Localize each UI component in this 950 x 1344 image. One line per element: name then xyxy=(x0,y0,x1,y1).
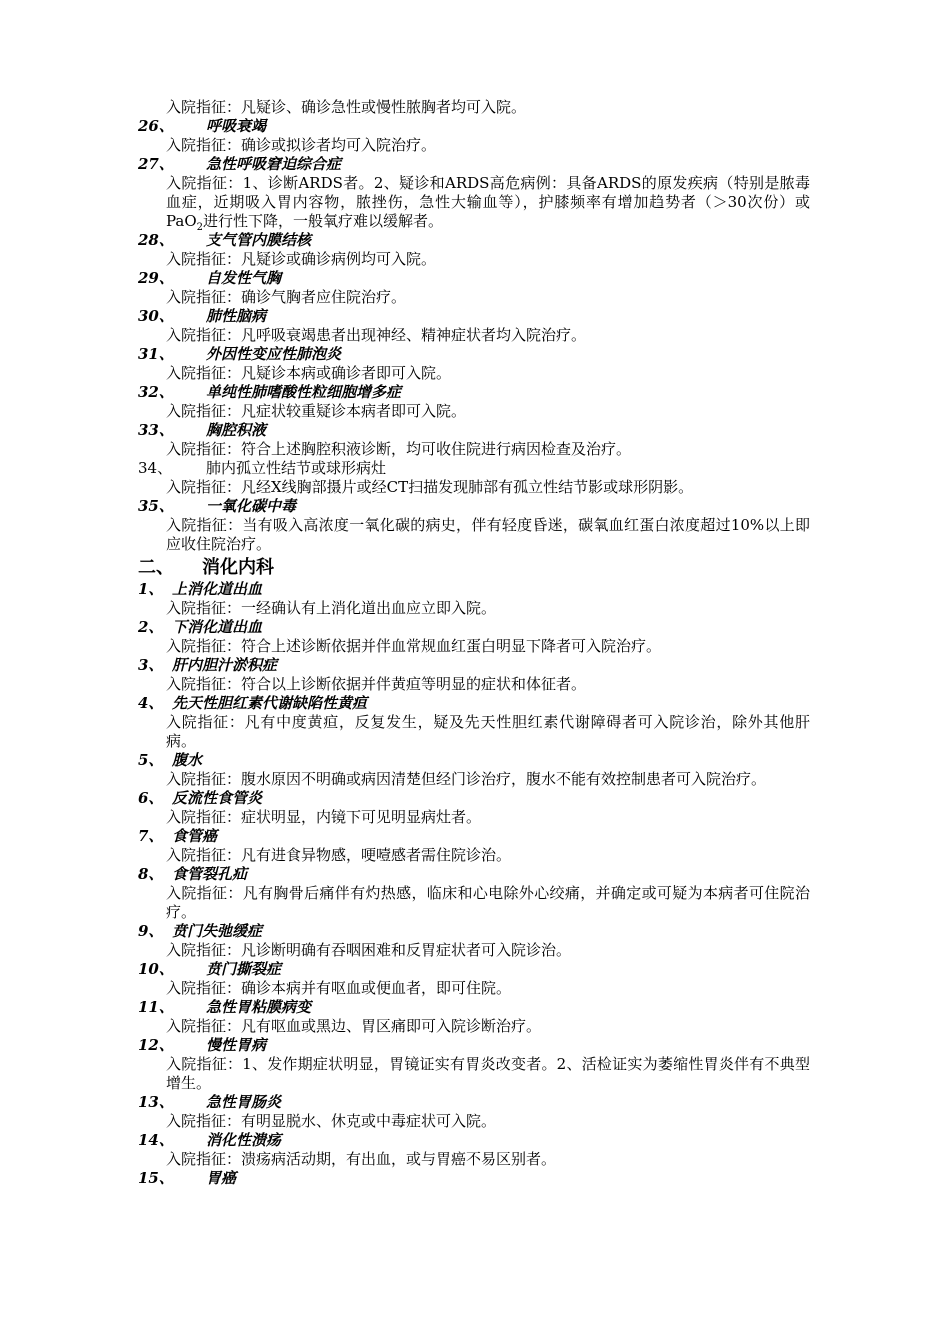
criteria-text: 入院指征：符合以上诊断依据并伴黄疸等明显的症状和体征者。 xyxy=(166,675,587,693)
item-heading xyxy=(138,459,810,478)
criteria-text: 入院指征：腹水原因不明确或病因清楚但经门诊治疗，腹水不能有效控制患者可入院治疗。 xyxy=(166,770,767,788)
subscript: 2 xyxy=(196,222,204,233)
criteria-text: 入院指征：凡经X线胸部摄片或经CT扫描发现肺部有孤立性结节影或球形阴影。 xyxy=(166,478,694,496)
criteria-text: 入院指征：有明显脱水、休克或中毒症状可入院。 xyxy=(166,1112,497,1130)
item-title: 肺内孤立性结节或球形病灶 xyxy=(206,459,387,477)
criteria-text: 入院指征：凡呼吸衰竭患者出现神经、精神症状者均入院治疗。 xyxy=(166,326,587,344)
criteria-text: 入院指征：1、发作期症状明显，胃镜证实有胃炎改变者。2、活检证实为萎缩性胃炎伴有不典型增生。 xyxy=(166,1055,810,1092)
section-heading xyxy=(138,556,810,580)
item-number: 26、 xyxy=(138,117,174,135)
item-number: 7、 xyxy=(138,827,164,845)
criteria-text: 入院指征：症状明显，内镜下可见明显病灶者。 xyxy=(166,808,482,826)
item-title: 反流性食管炎 xyxy=(172,789,263,807)
criteria-text: 入院指征：溃疡病活动期，有出血，或与胃癌不易区别者。 xyxy=(166,1150,557,1168)
item-number: 12、 xyxy=(138,1036,174,1054)
item-heading xyxy=(138,998,810,1017)
section-title: 消化内科 xyxy=(202,557,274,578)
item-title: 胃癌 xyxy=(206,1169,237,1187)
item-heading xyxy=(138,345,810,364)
item-number: 28、 xyxy=(138,231,174,249)
item-heading xyxy=(138,231,810,250)
item-number: 11、 xyxy=(138,998,174,1016)
item-heading xyxy=(138,922,810,941)
criteria-text: 入院指征：确诊或拟诊者均可入院治疗。 xyxy=(166,136,437,154)
item-title: 支气管内膜结核 xyxy=(206,231,312,249)
item-heading xyxy=(138,865,810,884)
item-title: 肺性脑病 xyxy=(206,307,267,325)
item-number: 9、 xyxy=(138,922,164,940)
criteria-text: 入院指征：一经确认有上消化道出血应立即入院。 xyxy=(166,599,497,617)
item-number: 33、 xyxy=(138,421,174,439)
item-title: 急性呼吸窘迫综合症 xyxy=(206,155,342,173)
item-number: 14、 xyxy=(138,1131,174,1149)
document-content xyxy=(138,98,810,1188)
criteria-text: 入院指征：凡疑诊、确诊急性或慢性脓胸者均可入院。 xyxy=(166,98,527,116)
item-heading xyxy=(138,383,810,402)
item-heading xyxy=(138,960,810,979)
item-heading xyxy=(138,1131,810,1150)
item-number: 34、 xyxy=(138,459,173,477)
criteria-text: 入院指征：凡有呕血或黑边、胃区痛即可入院诊断治疗。 xyxy=(166,1017,542,1035)
item-number: 27、 xyxy=(138,155,174,173)
item-number: 2、 xyxy=(138,618,164,636)
item-number: 13、 xyxy=(138,1093,174,1111)
criteria-text: 入院指征：凡疑诊或确诊病例均可入院。 xyxy=(166,250,437,268)
item-heading xyxy=(138,497,810,516)
item-number: 30、 xyxy=(138,307,174,325)
criteria-text: 入院指征：凡有进食异物感，哽噎感者需住院诊治。 xyxy=(166,846,512,864)
criteria-text xyxy=(138,174,810,231)
item-heading xyxy=(138,1036,810,1055)
item-heading xyxy=(138,618,810,637)
item-title: 腹水 xyxy=(172,751,203,769)
criteria-text: 入院指征：凡诊断明确有吞咽困难和反胃症状者可入院诊治。 xyxy=(166,941,572,959)
section-number: 二、 xyxy=(138,557,174,578)
criteria-text: 入院指征：凡有胸骨后痛伴有灼热感，临床和心电除外心绞痛，并确定或可疑为本病者可住院治疗。 xyxy=(166,884,810,921)
item-title: 单纯性肺嗜酸性粒细胞增多症 xyxy=(206,383,402,401)
item-number: 32、 xyxy=(138,383,174,401)
item-title: 慢性胃病 xyxy=(206,1036,267,1054)
item-heading xyxy=(138,656,810,675)
criteria-text: 入院指征：凡症状较重疑诊本病者即可入院。 xyxy=(166,402,467,420)
criteria-text: 入院指征：确诊气胸者应住院治疗。 xyxy=(166,288,407,306)
item-heading xyxy=(138,1169,810,1188)
item-title: 急性胃肠炎 xyxy=(206,1093,282,1111)
item-number: 3、 xyxy=(138,656,164,674)
item-heading xyxy=(138,269,810,288)
item-heading xyxy=(138,155,810,174)
item-number: 1、 xyxy=(138,580,164,598)
item-heading xyxy=(138,580,810,599)
item-title: 上消化道出血 xyxy=(172,580,263,598)
item-number: 35、 xyxy=(138,497,174,515)
item-title: 肝内胆汁淤积症 xyxy=(172,656,278,674)
item-heading xyxy=(138,117,810,136)
item-title: 急性胃粘膜病变 xyxy=(206,998,312,1016)
item-title: 先天性胆红素代谢缺陷性黄疸 xyxy=(172,694,368,712)
item-title: 食管裂孔疝 xyxy=(172,865,248,883)
item-number: 15、 xyxy=(138,1169,174,1187)
criteria-text: 入院指征：确诊本病并有呕血或便血者，即可住院。 xyxy=(166,979,512,997)
item-title: 自发性气胸 xyxy=(206,269,282,287)
criteria-text-part: 入院指征：1、诊断ARDS者。2、疑诊和ARDS高危病例：具备ARDS的原发疾病（特别是脓毒血症，近期吸入胃内容物，脓挫伤，急性大输血等），护膝频率有增加趋势者（＞30次份）或PaO xyxy=(166,174,810,230)
item-heading xyxy=(138,827,810,846)
item-title: 食管癌 xyxy=(172,827,218,845)
criteria-text: 入院指征：符合上述诊断依据并伴血常规血红蛋白明显下降者可入院治疗。 xyxy=(166,637,662,655)
item-title: 贲门失弛缓症 xyxy=(172,922,263,940)
item-title: 一氧化碳中毒 xyxy=(206,497,297,515)
criteria-text: 入院指征：当有吸入高浓度一氧化碳的病史，伴有轻度昏迷，碳氧血红蛋白浓度超过10%以上即应收住院治疗。 xyxy=(166,516,810,553)
item-number: 5、 xyxy=(138,751,164,769)
item-title: 胸腔积液 xyxy=(206,421,267,439)
criteria-text: 入院指征：凡有中度黄疸，反复发生，疑及先天性胆红素代谢障碍者可入院诊治，除外其他肝病。 xyxy=(166,713,810,750)
criteria-text: 入院指征：凡疑诊本病或确诊者即可入院。 xyxy=(166,364,452,382)
item-number: 4、 xyxy=(138,694,164,712)
item-title: 贲门撕裂症 xyxy=(206,960,282,978)
criteria-text-part: 进行性下降，一般氧疗难以缓解者。 xyxy=(203,212,444,230)
item-title: 消化性溃疡 xyxy=(206,1131,282,1149)
item-title: 呼吸衰竭 xyxy=(206,117,267,135)
item-title: 外因性变应性肺泡炎 xyxy=(206,345,342,363)
item-number: 10、 xyxy=(138,960,174,978)
item-heading xyxy=(138,421,810,440)
item-heading xyxy=(138,694,810,713)
item-heading xyxy=(138,751,810,770)
item-heading xyxy=(138,1093,810,1112)
item-heading xyxy=(138,307,810,326)
item-number: 29、 xyxy=(138,269,174,287)
item-heading xyxy=(138,789,810,808)
criteria-text: 入院指征：符合上述胸腔积液诊断，均可收住院进行病因检查及治疗。 xyxy=(166,440,632,458)
item-title: 下消化道出血 xyxy=(172,618,263,636)
item-number: 31、 xyxy=(138,345,174,363)
item-number: 8、 xyxy=(138,865,164,883)
item-number: 6、 xyxy=(138,789,164,807)
